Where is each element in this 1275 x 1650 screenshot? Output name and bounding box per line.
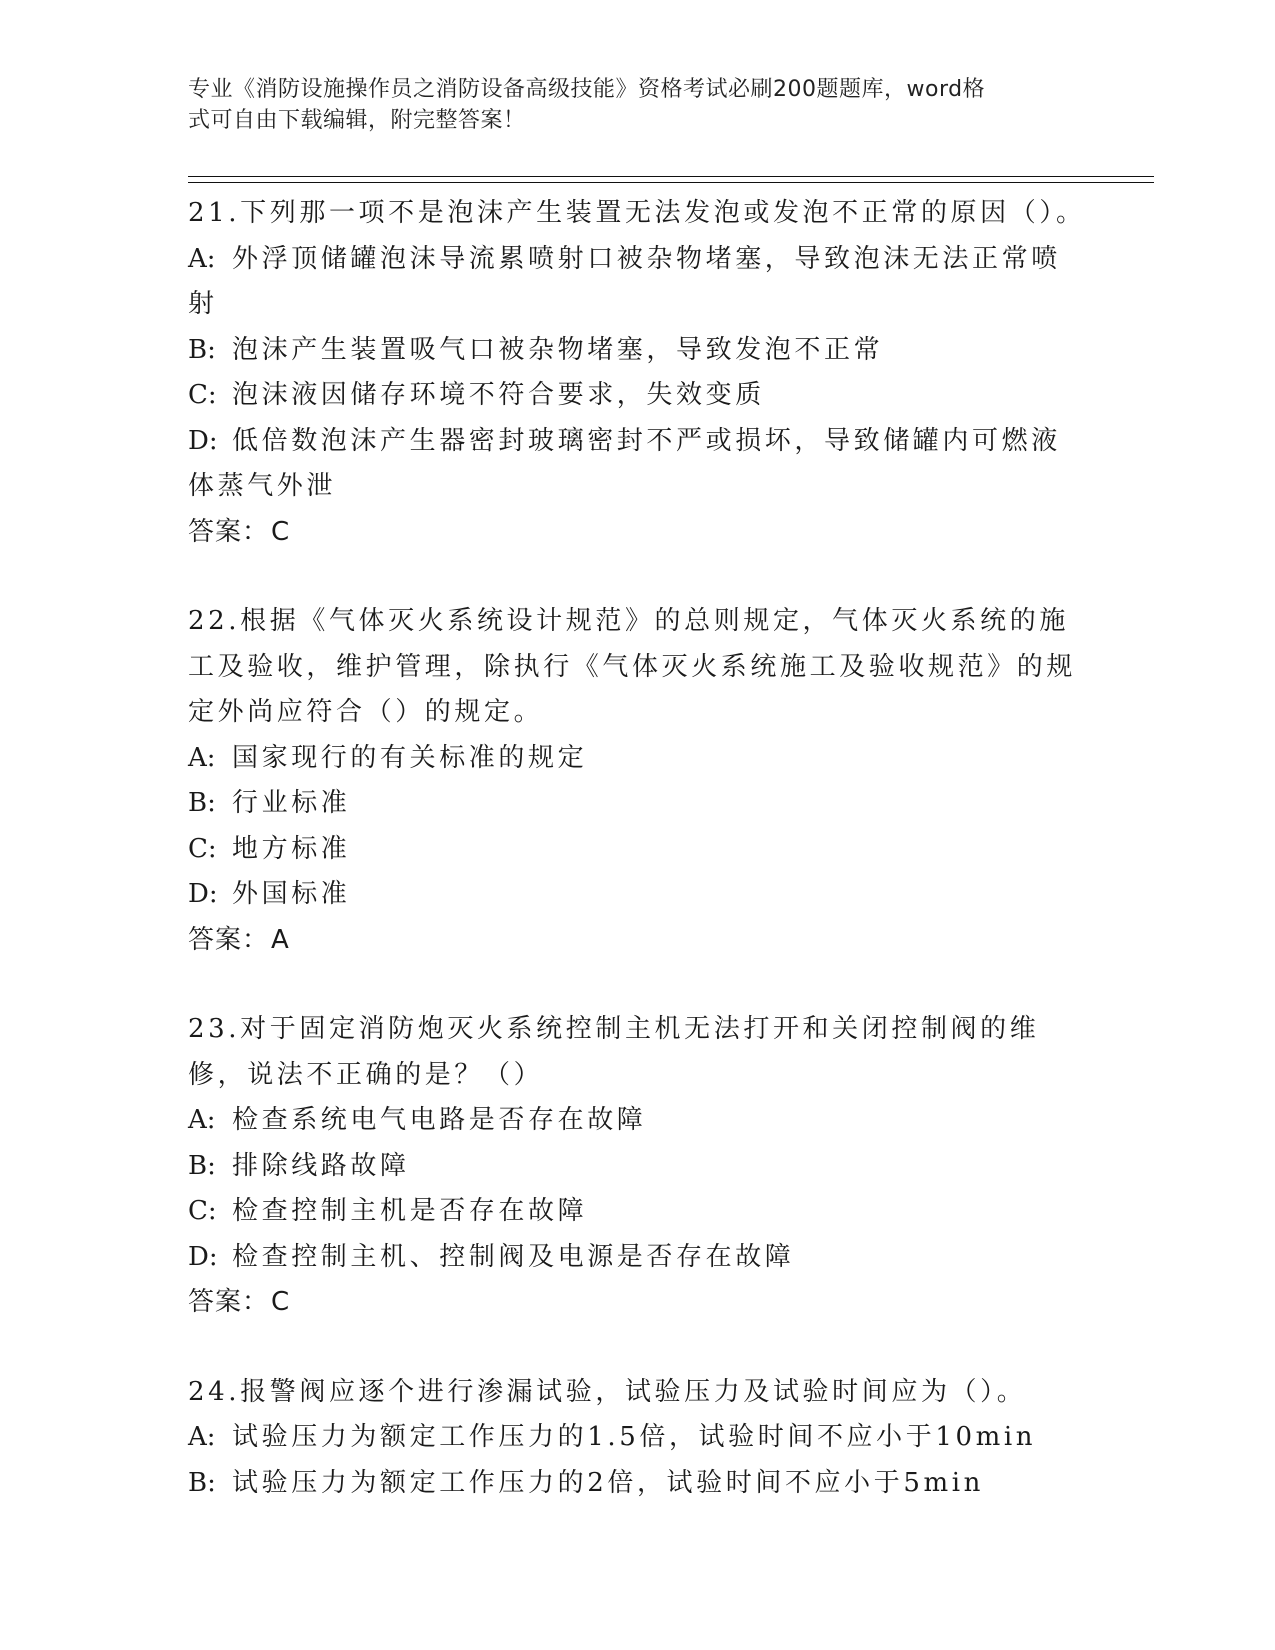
- option-text: 检查控制主机是否存在故障: [232, 1196, 588, 1226]
- option-text: 外浮顶储罐泡沫导流累喷射口被杂物堵塞，导致泡沫无法正常喷射: [188, 243, 1061, 319]
- answer-label: 答案：: [188, 924, 270, 955]
- question-stem: 24.报警阀应逐个进行渗漏试验，试验压力及试验时间应为（）。: [188, 1376, 1027, 1407]
- option-key: D:: [188, 1241, 218, 1272]
- option-text: 地方标准: [232, 833, 351, 864]
- question-list: [188, 191, 1088, 1550]
- option-text: 检查控制主机、控制阀及电源是否存在故障: [232, 1241, 795, 1272]
- option-b: [188, 1461, 1088, 1507]
- answer-line: [188, 510, 1088, 556]
- option-d: [188, 419, 1088, 510]
- option-text: 国家现行的有关标准的规定: [232, 742, 588, 773]
- answer-value: A: [271, 924, 290, 955]
- option-key: B:: [188, 1467, 216, 1498]
- option-key: A:: [188, 1422, 216, 1452]
- option-text: 泡沫液因储存环境不符合要求，失效变质: [232, 380, 765, 410]
- option-a: [188, 1098, 1088, 1144]
- option-text: 泡沫产生装置吸气口被杂物堵塞，导致发泡不正常: [232, 334, 884, 365]
- question-stem: 22.根据《气体灭火系统设计规范》的总则规定，气体灭火系统的施工及验收，维护管理，除执行《气体灭火系统施工及验收规范》的规定外尚应符合（）的规定。: [188, 606, 1077, 727]
- option-key: B:: [188, 1150, 216, 1181]
- question-24: [188, 1370, 1088, 1507]
- option-c: [188, 373, 1088, 419]
- answer-line: [188, 1280, 1088, 1326]
- answer-label: 答案：: [188, 1287, 270, 1317]
- answer-value: C: [271, 1287, 291, 1317]
- answer-line: [188, 918, 1088, 964]
- option-text: 检查系统电气电路是否存在故障: [232, 1105, 647, 1135]
- option-key: C:: [188, 833, 217, 864]
- option-a: [188, 237, 1088, 328]
- answer-value: C: [271, 516, 291, 547]
- option-text: 低倍数泡沫产生器密封玻璃密封不严或损坏，导致储罐内可燃液体蒸气外泄: [188, 425, 1061, 501]
- option-b: [188, 328, 1088, 374]
- option-b: [188, 1144, 1088, 1190]
- document-header: [188, 74, 1068, 136]
- option-b: [188, 781, 1088, 827]
- question-stem: 23.对于固定消防炮灭火系统控制主机无法打开和关闭控制阀的维修，说法不正确的是？（）: [188, 1014, 1040, 1090]
- option-text: 试验压力为额定工作压力的1.5倍，试验时间不应小于10min: [232, 1422, 1037, 1452]
- option-key: A:: [188, 1105, 216, 1135]
- option-key: B:: [188, 788, 216, 818]
- option-a: [188, 1415, 1088, 1461]
- option-d: [188, 1235, 1088, 1281]
- option-key: D:: [188, 425, 218, 456]
- answer-label: 答案：: [188, 516, 270, 547]
- header-line-2: 式可自由下载编辑，附完整答案！: [188, 108, 526, 133]
- option-c: [188, 1189, 1088, 1235]
- option-d: [188, 872, 1088, 918]
- option-key: D:: [188, 879, 218, 909]
- option-text: 外国标准: [232, 879, 351, 909]
- option-key: C:: [188, 1196, 217, 1226]
- option-text: 试验压力为额定工作压力的2倍，试验时间不应小于5min: [232, 1467, 984, 1498]
- option-key: B:: [188, 334, 216, 365]
- option-key: A:: [188, 243, 216, 274]
- option-key: C:: [188, 380, 217, 410]
- header-divider-bottom: [188, 182, 1154, 183]
- option-key: A:: [188, 742, 216, 773]
- question-stem: 21.下列那一项不是泡沫产生装置无法发泡或发泡不正常的原因（）。: [188, 198, 1086, 228]
- question-23: [188, 1007, 1088, 1326]
- question-22: [188, 599, 1088, 963]
- option-text: 行业标准: [232, 788, 351, 818]
- option-text: 排除线路故障: [232, 1150, 410, 1181]
- header-line-1: 专业《消防设施操作员之消防设备高级技能》资格考试必刷200题题库，word格: [188, 77, 986, 102]
- header-divider-top: [188, 176, 1154, 177]
- option-a: [188, 736, 1088, 782]
- question-21: [188, 191, 1088, 555]
- option-c: [188, 827, 1088, 873]
